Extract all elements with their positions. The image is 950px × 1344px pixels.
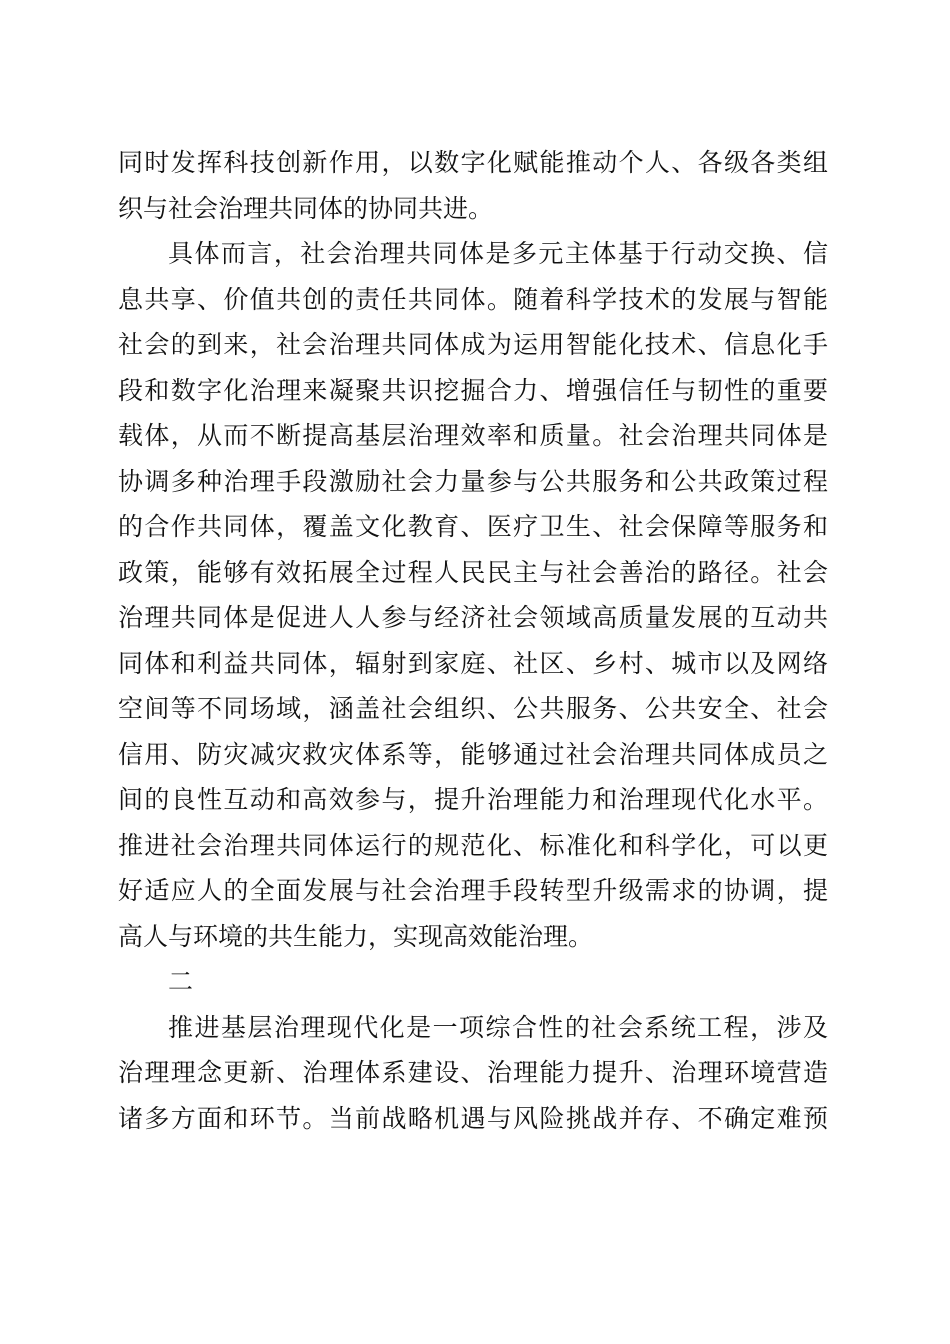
text-line: 诸多方面和环节。当前战略机遇与风险挑战并存、不确定难预 — [118, 1103, 828, 1133]
text-line: 推进社会治理共同体运行的规范化、标准化和科学化，可以更 — [118, 830, 828, 860]
text-line: 同体和利益共同体，辐射到家庭、社区、乡村、城市以及网络 — [118, 648, 828, 678]
text-line: 高人与环境的共生能力，实现高效能治理。 — [118, 921, 594, 951]
text-line: 治理共同体是促进人人参与经济社会领域高质量发展的互动共 — [118, 603, 828, 632]
text-line: 信用、防灾减灾救灾体系等，能够通过社会治理共同体成员之 — [118, 739, 828, 769]
text-line: 治理理念更新、治理体系建设、治理能力提升、治理环境营造 — [118, 1058, 828, 1087]
text-line: 息共享、价值共创的责任共同体。随着科学技术的发展与智能 — [118, 284, 828, 314]
text-line: 同时发挥科技创新作用，以数字化赋能推动个人、各级各类组 — [118, 148, 828, 177]
text-line: 空间等不同场域，涵盖社会组织、公共服务、公共安全、社会 — [118, 694, 828, 723]
text-line: 好适应人的全面发展与社会治理手段转型升级需求的协调，提 — [118, 876, 828, 905]
text-line: 载体，从而不断提高基层治理效率和质量。社会治理共同体是 — [118, 421, 828, 450]
text-line: 的合作共同体，覆盖文化教育、医疗卫生、社会保障等服务和 — [118, 512, 828, 541]
section-heading: 二 — [168, 967, 194, 996]
text-line: 协调多种治理手段激励社会力量参与公共服务和公共政策过程 — [118, 466, 828, 496]
text-line: 间的良性互动和高效参与，提升治理能力和治理现代化水平。 — [118, 785, 828, 814]
text-line: 社会的到来，社会治理共同体成为运用智能化技术、信息化手 — [118, 330, 828, 359]
text-line: 具体而言，社会治理共同体是多元主体基于行动交换、信 — [168, 239, 828, 268]
document-body — [118, 140, 828, 1141]
text-line: 推进基层治理现代化是一项综合性的社会系统工程，涉及 — [168, 1012, 828, 1042]
text-line: 段和数字化治理来凝聚共识挖掘合力、增强信任与韧性的重要 — [118, 375, 828, 405]
text-line: 织与社会治理共同体的协同共进。 — [118, 193, 494, 223]
text-line: 政策，能够有效拓展全过程人民民主与社会善治的路径。社会 — [118, 557, 828, 587]
